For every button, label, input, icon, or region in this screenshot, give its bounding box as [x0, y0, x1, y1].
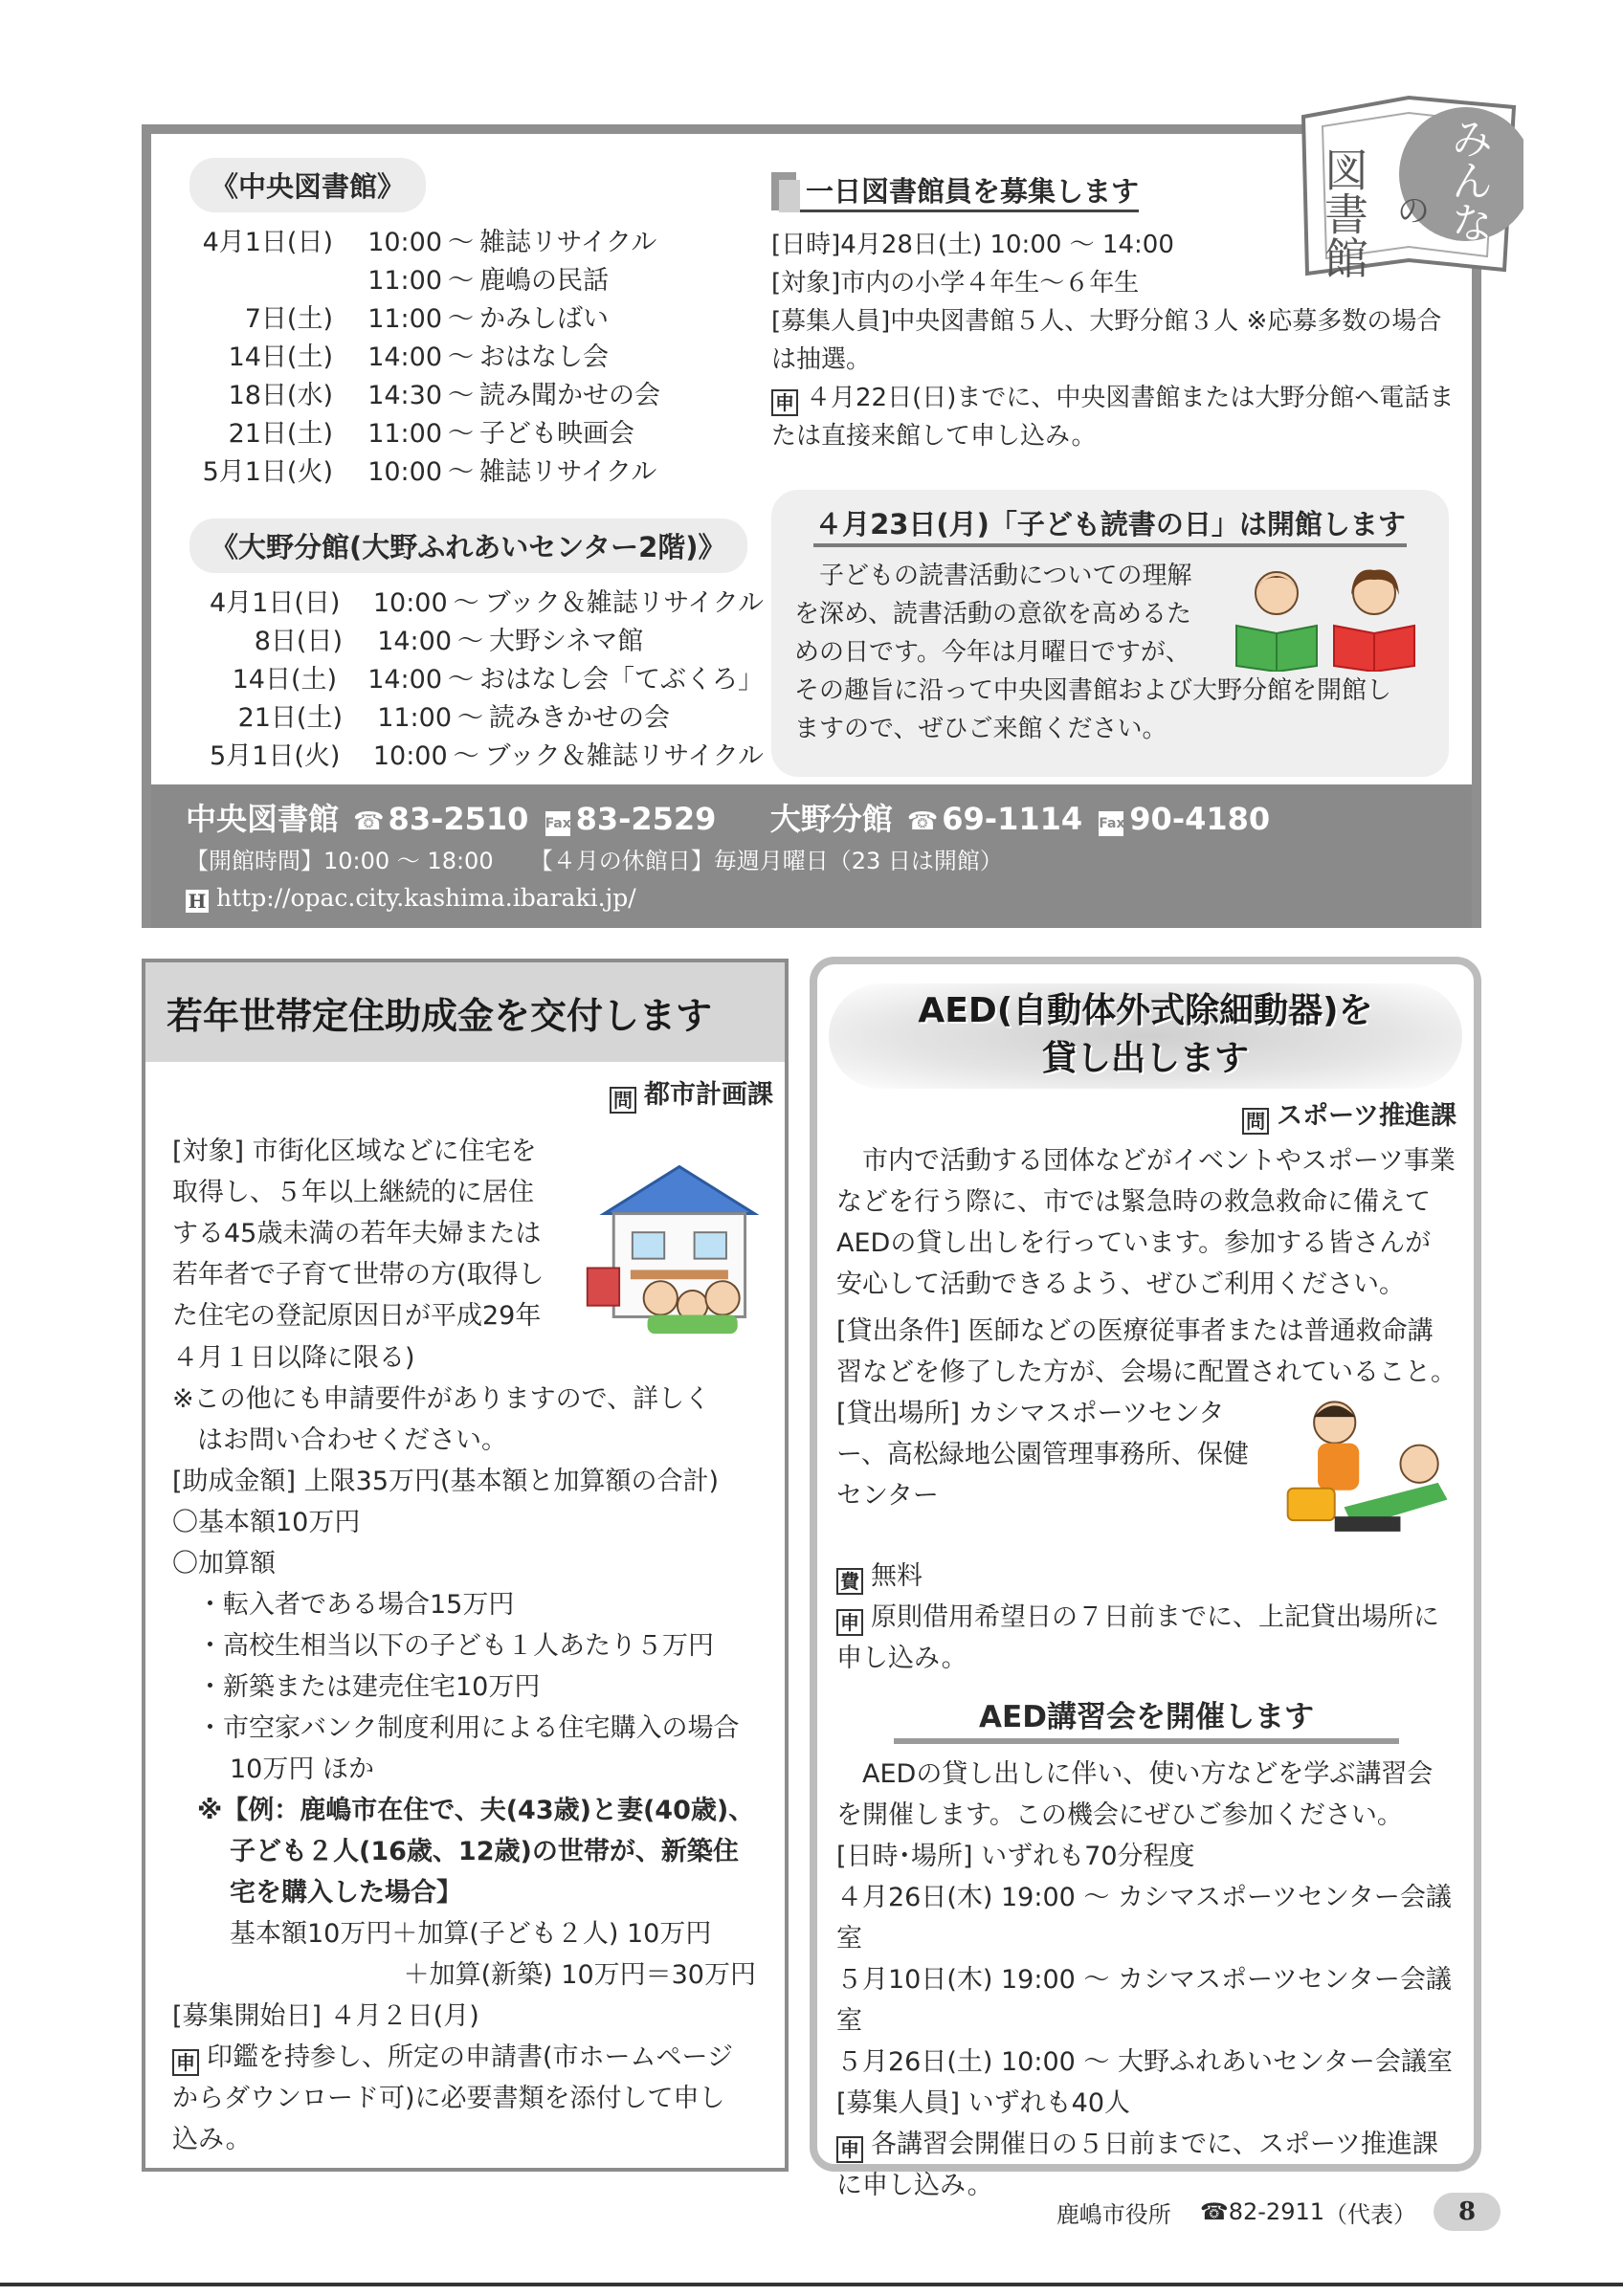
spacer: [189, 492, 764, 519]
housing-example: ※【例：鹿嶋市在住で、夫(43歳)と妻(40歳)、: [197, 1796, 755, 1825]
housing-target: [対象] 市街化区域などに住宅を 取得し、５年以上継続的に居住 する45歳未満の若年夫婦または 若年者で子育て世帯の方(取得し た住宅の登記原因日が平成29年: [172, 1131, 764, 1337]
apply-icon: 申: [172, 2049, 199, 2076]
housing-start-date: [募集開始日] ４月２日(月): [172, 2001, 479, 2031]
badge-no: の: [1397, 192, 1430, 231]
library-schedule: [189, 158, 764, 776]
schedule-row: 5月1日(火) 10:00 ～ 雑誌リサイクル: [202, 457, 657, 487]
apply-icon: 申: [836, 2136, 863, 2163]
badge-kanji: 図書館: [1318, 147, 1369, 279]
inquiry-icon: 問: [1242, 1108, 1269, 1135]
aed-session: ４月26日(木) 19:00 ～ カシマスポーツセンター会議室: [836, 1883, 1452, 1954]
library-contact-bar: [151, 784, 1472, 928]
phone-icon: ☎: [906, 807, 939, 836]
aed-course-apply: 申 各講習会開催日の５日前までに、スポーツ推進課に申し込み。: [836, 2130, 1438, 2200]
schedule-row: 18日(水) 14:30 ～ 読み聞かせの会: [228, 381, 660, 410]
aed-rescue-illustration: [1269, 1393, 1456, 1556]
phone-icon: ☎: [353, 807, 385, 836]
inquiry-icon: 問: [610, 1087, 636, 1114]
library-url[interactable]: H http://opac.city.kashima.ibaraki.jp/: [186, 879, 1437, 917]
schedule-row: 5月1日(火) 10:00 ～ ブック＆雑誌リサイクル: [209, 741, 764, 771]
aed-dept: 問 スポーツ推進課: [817, 1094, 1474, 1135]
aed-article: [810, 957, 1481, 2200]
aed-session: ５月26日(土) 10:00 ～ 大野ふれあいセンター会議室: [836, 2047, 1453, 2077]
kids-reading-day-title: ４月23日(月)「子ども読書の日」は開館します: [813, 505, 1407, 547]
page-footer: 鹿嶋市役所 ☎ 82-2911 （代表） 8: [1056, 2193, 1501, 2231]
aed-condition: [貸出条件] 医師などの医療従事者または普通救命講習などを修了した方が、会場に配置されていること。: [836, 1316, 1456, 1387]
fax-icon: Fax: [1099, 811, 1123, 836]
library-section: [142, 124, 1481, 928]
aed-apply: 申 原則借用希望日の７日前までに、上記貸出場所に申し込み。: [836, 1602, 1439, 1673]
one-day-apply: 申 ４月22日(日)までに、中央図書館または大野分館へ電話または直接来館して申し込み。: [771, 384, 1455, 451]
one-day-recruit: [募集人員]中央図書館５人、大野分館３人 ※応募多数の場合は抽選。: [771, 307, 1442, 374]
library-hours: 【開館時間】10:00 ～ 18:00 【４月の休館日】毎週月曜日（23 日は開館）: [186, 848, 1003, 874]
housing-amount: [助成金額] 上限35万円(基本額と加算額の合計): [172, 1467, 720, 1496]
one-day-title: 一日図書館員を募集します: [771, 170, 1460, 212]
apply-icon: 申: [836, 1609, 863, 1636]
branch-library-title: 《大野分館(大野ふれあいセンター2階)》: [189, 519, 747, 573]
children-reading-illustration: [1231, 566, 1422, 672]
housing-body: [対象] 市街化区域などに住宅を 取得し、５年以上継続的に居住 する45歳未満の若年夫婦または 若年者で子育て世帯の方(取得し た住宅の登記原因日が平成29年 ４月１日以降に限る) ※この他にも申請要件がありますので、詳しく はお問い合わせください。 [助成金額] 上限35万円(基本額と加算額の合計) 〇基本額10万円 〇加算額 ・転入者である場合15万円 ・高校生相当以下の子ども１人あたり５万円 ・新築または建売住宅10万円 ・市空家バンク制度利用による住宅購入の場合 10万円 ほか ※【例：鹿嶋市在住で、夫(43歳)と妻(40歳)、 子ども２人(16歳、12歳)の世帯が、新築住 宅を購入した場合】 基本額10万円＋加算(子ども２人) 10万円 ＋加算(新築) 10万円＝30万円 [募集開始日] ４月２日(月) 申 印鑑を持参し、所定の申請書(市ホームページ からダウンロード可)に必要書類を添付して申し 込み。: [145, 1114, 785, 2160]
housing-note: ※この他にも申請要件がありますので、詳しく: [172, 1384, 711, 1414]
aed-intro: 市内で活動する団体などがイベントやスポーツ事業などを行う際に、市では緊急時の救急救命に備えてAEDの貸し出しを行っています。参加する皆さんが安心して活動できるよう、ぜひご利用ください。: [836, 1146, 1456, 1299]
library-phones: 中央図書館 ☎ 83-2510 Fax 83-2529 大野分館 ☎ 69-1114 Fax 90-4180: [186, 798, 1437, 843]
aed-place: [貸出場所] カシマスポーツセンター、高松緑地公園管理事務所、保健センター: [836, 1393, 1456, 1556]
kids-reading-day-text: 子どもの読書活動についての理解 を深め、読書活動の意欲を高めるた めの日です。今年は月曜日ですが、 その趣旨に沿って中央図書館および大野分館を開館し ますので、ぜひご来館ください。: [794, 562, 1392, 743]
central-schedule: [189, 224, 764, 492]
apply-icon: 申: [771, 389, 798, 416]
fee-icon: 費: [836, 1568, 863, 1595]
title-bar-mark: [771, 172, 796, 210]
one-day-date: [日時]4月28日(土) 10:00 ～ 14:00: [771, 231, 1174, 259]
office-name: 鹿嶋市役所: [1056, 2200, 1171, 2228]
minna-no-toshokan-badge: [1294, 78, 1523, 289]
aed-course-when: [日時･場所] いずれも70分程度: [836, 1842, 1195, 1871]
schedule-row: 21日(土) 11:00 ～ 子ども映画会: [228, 419, 634, 449]
family-house-illustration: [576, 1146, 764, 1337]
schedule-row: 14日(土) 14:00 ～ おはなし会「てぶくろ」: [232, 665, 764, 695]
homepage-icon: H: [186, 890, 209, 913]
housing-subsidy-article: [142, 959, 789, 2172]
aed-body: [817, 1140, 1474, 2206]
schedule-row: 21日(土) 11:00 ～ 読みきかせの会: [237, 703, 670, 733]
aed-course-intro: AEDの貸し出しに伴い、使い方などを学ぶ講習会を開催します。この機会にぜひご参加ください。: [836, 1759, 1434, 1830]
badge-kana: みんな: [1443, 117, 1493, 243]
bottom-rule: [0, 2283, 1623, 2286]
aed-course-title: AED講習会を開催します: [894, 1696, 1399, 1744]
schedule-row: 14日(土) 14:00 ～ おはなし会: [228, 342, 609, 372]
aed-capacity: [募集人員] いずれも40人: [836, 2088, 1131, 2118]
schedule-row: 11:00 ～ 鹿嶋の民話: [367, 266, 609, 296]
aed-fee: 費 無料: [836, 1556, 1456, 1597]
housing-apply: 申 印鑑を持参し、所定の申請書(市ホームページ: [172, 2037, 764, 2078]
housing-title: 若年世帯定住助成金を交付します: [145, 962, 785, 1062]
schedule-row: 4月1日(日) 10:00 ～ ブック＆雑誌リサイクル: [209, 588, 764, 618]
housing-dept: 問 都市計画課: [145, 1073, 785, 1114]
aed-session: ５月10日(木) 19:00 ～ カシマスポーツセンター会議室: [836, 1965, 1452, 2036]
housing-target-last: ４月１日以降に限る): [172, 1343, 415, 1373]
schedule-row: 4月1日(日) 10:00 ～ 雑誌リサイクル: [202, 228, 657, 257]
schedule-row: 8日(日) 14:00 ～ 大野シネマ館: [254, 627, 644, 656]
phone-icon: ☎: [1199, 2198, 1229, 2225]
kids-reading-day-box: [771, 490, 1449, 777]
branch-schedule: [189, 585, 764, 776]
office-tel: 82-2911: [1228, 2198, 1324, 2225]
aed-title: AED(自動体外式除細動器)を 貸し出します: [829, 983, 1462, 1089]
fax-icon: Fax: [545, 811, 570, 836]
schedule-row: 7日(土) 11:00 ～ かみしばい: [244, 304, 609, 334]
central-library-title: 《中央図書館》: [189, 158, 426, 212]
one-day-target: [対象]市内の小学４年生～６年生: [771, 269, 1140, 298]
page-number: 8: [1434, 2193, 1501, 2231]
